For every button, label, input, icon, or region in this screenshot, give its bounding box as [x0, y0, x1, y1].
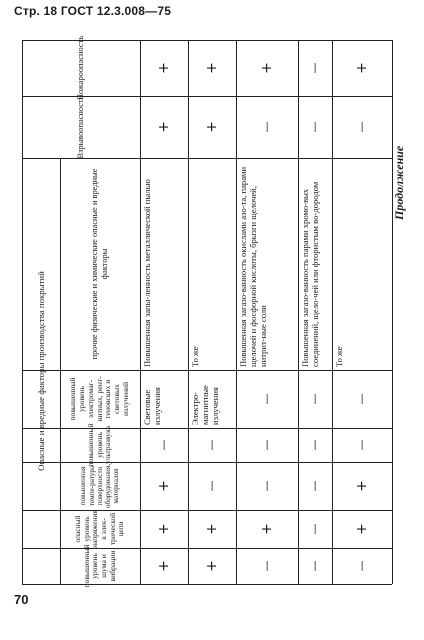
dash-mark: — [354, 121, 368, 133]
dash-mark: — [156, 439, 170, 451]
col-temp-header: повышенная темпе-ратура поверхности оборудования, материалов [79, 463, 121, 509]
group-header: Опасные и вредные факторы производства покрытий [35, 271, 46, 471]
table-cell-text: Повышенная загазо-ванность окислами азо-та, парами щелочей и фосфорной кислоты, брызги щелочей, нитрит-ные соли [238, 166, 269, 367]
dash-mark: — [307, 121, 321, 133]
dash-mark: — [204, 439, 218, 451]
dash-mark: — [354, 393, 368, 405]
dash-mark: — [354, 560, 368, 572]
col-voltage-header: опасный уровень напряжения в элек-трической цепи [73, 510, 126, 548]
dash-mark: — [259, 393, 273, 405]
rule [22, 584, 392, 585]
plus-mark: + [155, 121, 172, 133]
plus-mark: + [203, 62, 220, 74]
table-cell-text: То же [334, 346, 344, 367]
col-noise-header: повышенный уровень шума и вибрации [81, 544, 117, 588]
dash-mark: — [307, 480, 321, 492]
dash-mark: — [307, 523, 321, 535]
plus-mark: + [203, 121, 220, 133]
dash-mark: — [259, 480, 273, 492]
dash-mark: — [259, 439, 273, 451]
col-ultrasound-header: повышенный уровень ультразвука [85, 423, 113, 467]
dash-mark: — [204, 480, 218, 492]
dash-mark: — [307, 62, 321, 74]
dash-mark: — [259, 560, 273, 572]
page-number: 70 [14, 592, 29, 607]
page-header: Стр. 18 ГОСТ 12.3.008—75 [14, 4, 172, 18]
dash-mark: — [259, 121, 273, 133]
dash-mark: — [307, 393, 321, 405]
col-fire-header: Пожароопасность [76, 35, 86, 101]
plus-mark: + [155, 480, 172, 492]
plus-mark: + [203, 560, 220, 572]
col-radiation-header: повышенный уровень электромаг-нитных, рент-геновских и световых излучений [68, 376, 130, 422]
dash-mark: — [307, 560, 321, 572]
table-cell-text: Электро-магнитные излучения [190, 385, 221, 425]
plus-mark: + [155, 523, 172, 535]
plus-mark: + [203, 523, 220, 535]
plus-mark: + [258, 523, 275, 535]
col-explosion-header: Взрывоопасность [76, 95, 86, 159]
table-cell-text: То же [190, 346, 200, 367]
col-other-header: прочие физические и химические опасные и вредные факторы [90, 168, 109, 360]
plus-mark: + [353, 62, 370, 74]
continuation-label: Продолжение [392, 145, 406, 220]
plus-mark: + [353, 480, 370, 492]
table-cell-text: Повышенная загазо-ванность парами хромо-вых соединений, щело-чей или фтористым во-дородом [300, 181, 321, 367]
table-cell-text: Повышенная запы-ленность металлической пылью [142, 179, 152, 367]
dash-mark: — [307, 439, 321, 451]
plus-mark: + [353, 523, 370, 535]
dash-mark: — [354, 439, 368, 451]
table-cell-text: Световые излучения [142, 387, 163, 425]
plus-mark: + [155, 560, 172, 572]
rule [392, 40, 393, 584]
plus-mark: + [258, 62, 275, 74]
plus-mark: + [155, 62, 172, 74]
